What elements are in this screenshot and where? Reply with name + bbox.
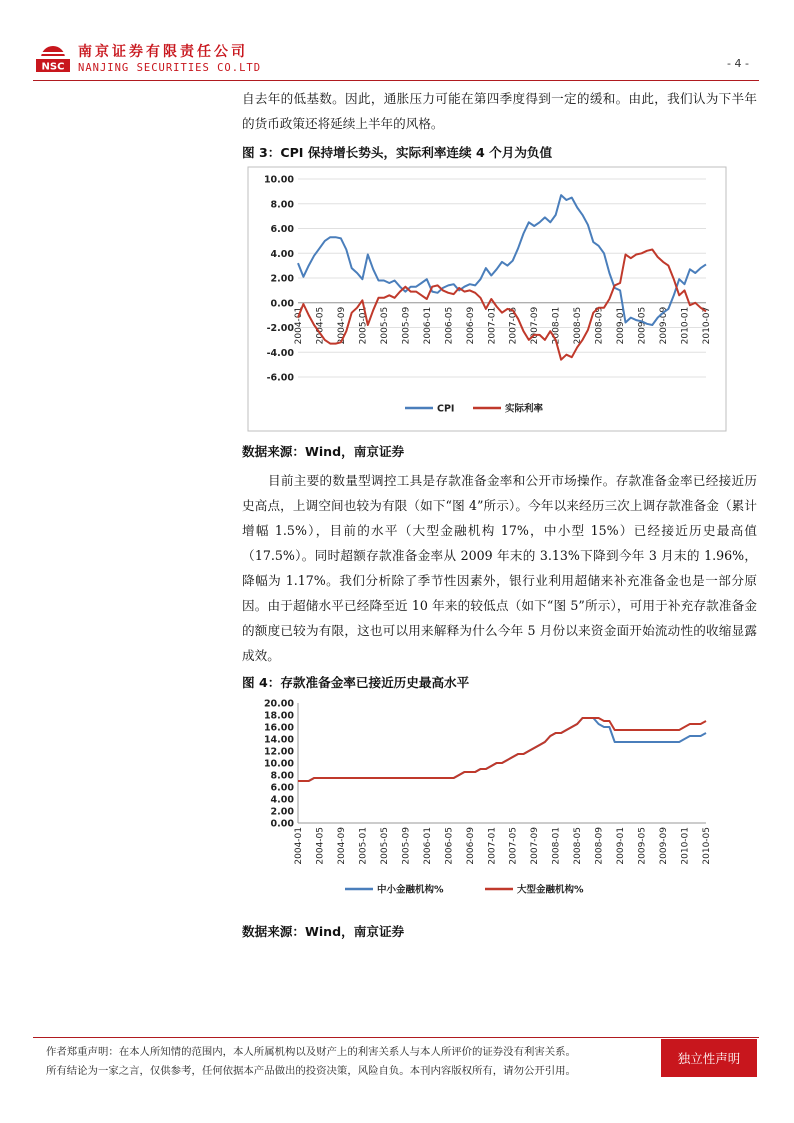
logo-text: NSC <box>41 61 65 73</box>
x-tick-label: 2009-09 <box>659 827 670 865</box>
legend-label: 大型金融机构% <box>517 884 584 896</box>
y-tick-label: 4.00 <box>270 248 294 260</box>
cpi-real-rate-chart <box>240 165 730 433</box>
x-tick-label: 2009-05 <box>637 827 648 865</box>
figure4-source: 数据来源：Wind，南京证券 <box>242 924 405 939</box>
y-tick-label: -6.00 <box>266 372 294 384</box>
x-tick-label: 2005-05 <box>379 306 390 345</box>
x-tick-label: 2008-09 <box>594 827 605 865</box>
intro-paragraph: 自去年的低基数。因此，通胀压力可能在第四季度得到一定的缓和。由此，我们认为下半年的货币政策还将延续上半年的风格。 <box>242 91 757 131</box>
chart-frame <box>248 167 726 431</box>
x-tick-label: 2008-01 <box>551 827 562 865</box>
x-tick-label: 2006-09 <box>465 827 476 865</box>
x-tick-label: 2005-01 <box>358 827 369 865</box>
legend-label: 中小金融机构% <box>377 884 444 896</box>
x-tick-label: 2008-05 <box>573 306 584 345</box>
figure4-chart <box>240 695 757 913</box>
page-number: - 4 - <box>727 57 749 70</box>
y-tick-label: 20.00 <box>263 698 294 710</box>
independence-statement-button[interactable]: 独立性声明 <box>661 1039 757 1077</box>
x-tick-label: 2008-05 <box>573 827 584 865</box>
x-tick-label: 2005-05 <box>379 827 390 865</box>
y-tick-label: 0.00 <box>270 298 294 310</box>
y-tick-label: 8.00 <box>270 770 294 782</box>
x-tick-label: 2007-05 <box>508 306 519 345</box>
y-tick-label: 16.00 <box>263 722 294 734</box>
x-tick-label: 2007-01 <box>487 827 498 865</box>
y-tick-label: 2.00 <box>270 273 294 285</box>
disclaimer-line-2: 所有结论为一家之言，仅供参考，任何依据本产品做出的投资决策，风险自负。本刊内容版权所有，请勿公开引用。 <box>46 1065 576 1077</box>
x-tick-label: 2004-05 <box>315 306 326 345</box>
x-tick-label: 2005-09 <box>401 306 412 345</box>
x-tick-label: 2008-01 <box>551 306 562 345</box>
x-tick-label: 2009-05 <box>637 306 648 345</box>
x-tick-label: 2010-01 <box>680 306 691 345</box>
x-tick-label: 2008-09 <box>594 306 605 345</box>
x-tick-label: 2010-05 <box>702 827 712 865</box>
y-tick-label: 10.00 <box>263 758 294 770</box>
series-line-1 <box>298 718 706 781</box>
nsc-logo <box>33 38 73 78</box>
x-tick-label: 2009-01 <box>616 827 627 865</box>
disclaimer-line-1: 作者郑重声明：在本人所知情的范围内，本人所属机构以及财产上的利害关系人与本人所评价的证券没有利害关系。 <box>46 1046 576 1058</box>
x-tick-label: 2006-05 <box>444 827 455 865</box>
y-tick-label: 6.00 <box>270 224 294 235</box>
x-tick-label: 2009-01 <box>616 306 627 345</box>
figure3-title: 图 3：CPI 保持增长势头，实际利率连续 4 个月为负值 <box>242 145 553 160</box>
footer-divider <box>33 1037 759 1038</box>
company-name-en: NANJING SECURITIES CO.LTD <box>78 62 262 74</box>
y-tick-label: -2.00 <box>266 323 294 334</box>
disclaimer <box>46 1043 661 1081</box>
x-tick-label: 2007-09 <box>530 827 541 865</box>
x-tick-label: 2006-01 <box>422 827 433 865</box>
y-tick-label: 8.00 <box>270 199 294 211</box>
y-tick-label: 12.00 <box>263 746 294 758</box>
y-tick-label: 2.00 <box>270 806 294 818</box>
figure3-chart <box>240 165 757 433</box>
x-tick-label: 2004-01 <box>294 827 304 865</box>
y-tick-label: 18.00 <box>263 710 294 722</box>
y-tick-label: 14.00 <box>263 734 294 746</box>
legend-label: CPI <box>437 403 455 415</box>
series-line-2 <box>298 718 706 781</box>
x-tick-label: 2006-05 <box>444 306 455 345</box>
y-tick-label: -4.00 <box>266 347 294 359</box>
x-tick-label: 2004-09 <box>336 306 347 345</box>
x-tick-label: 2009-09 <box>659 306 670 345</box>
x-tick-label: 2007-09 <box>530 306 541 345</box>
y-tick-label: 10.00 <box>263 174 294 186</box>
x-tick-label: 2004-05 <box>315 827 326 865</box>
x-tick-label: 2005-01 <box>358 306 369 345</box>
x-tick-label: 2004-09 <box>336 827 347 865</box>
reserve-ratio-chart <box>240 695 730 913</box>
company-name-cn: 南京证券有限责任公司 <box>78 44 248 60</box>
x-tick-label: 2007-05 <box>508 827 519 865</box>
x-tick-label: 2010-07 <box>702 306 712 345</box>
x-tick-label: 2010-01 <box>680 827 691 865</box>
x-tick-label: 2004-01 <box>294 306 304 345</box>
x-tick-label: 2006-09 <box>465 306 476 345</box>
body-paragraph: 目前主要的数量型调控工具是存款准备金率和公开市场操作。存款准备金率已经接近历史高点，上调空间也较为有限（如下“图 4”所示）。今年以来经历三次上调存款准备金（累计增幅 1.5%），目前的水平（大型金融机构 17%，中小型 15%）已经接近历史最高值（17.5%）。同时超额存款准备金率从 2009 年末的 3.13%下降到今年 3 月末的 1.96%，降幅为 1.17%。我们分析除了季节性因素外，银行业利用超储来补充准备金也是一部分原因。由于超储水平已经降至近 10 年来的较低点（如下“图 5”所示），可用于补充存款准备金的额度已较为有限，这也可以用来解释为什么今年 5 月份以来资金面开始流动性的收缩显露成效。 <box>242 473 757 663</box>
y-tick-label: 4.00 <box>270 794 294 806</box>
figure3-source: 数据来源：Wind，南京证券 <box>242 444 405 459</box>
x-tick-label: 2006-01 <box>422 306 433 345</box>
y-tick-label: 6.00 <box>270 782 294 794</box>
y-tick-label: 0.00 <box>270 818 294 830</box>
x-tick-label: 2005-09 <box>401 827 412 865</box>
legend-label: 实际利率 <box>505 403 544 415</box>
figure4-title: 图 4：存款准备金率已接近历史最高水平 <box>242 675 470 690</box>
report-content <box>242 86 757 944</box>
header-divider <box>33 80 759 81</box>
page-header <box>0 0 794 90</box>
x-tick-label: 2007-01 <box>487 306 498 345</box>
